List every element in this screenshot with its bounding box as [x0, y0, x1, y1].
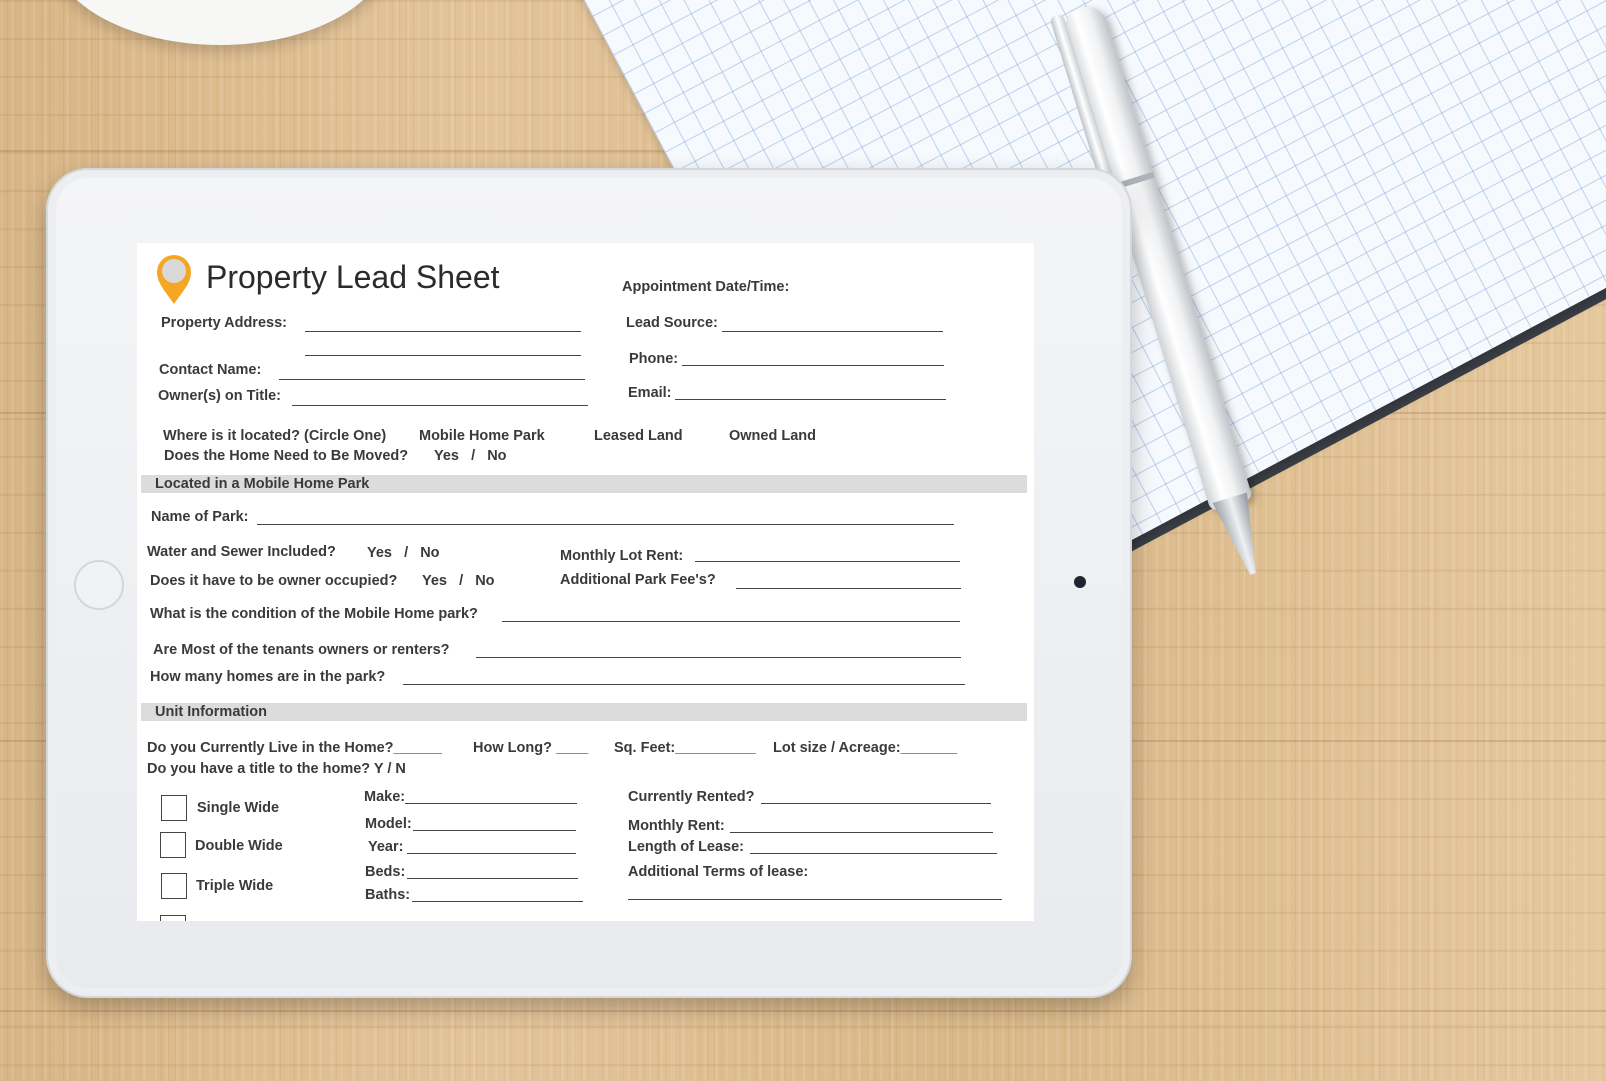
monthly-rent-field[interactable] — [730, 832, 993, 833]
option-owned-land[interactable]: Owned Land — [729, 428, 816, 444]
wood-seam — [0, 1010, 1606, 1012]
email-field[interactable] — [675, 399, 946, 400]
triple-wide-checkbox[interactable] — [161, 873, 187, 899]
owners-field[interactable] — [292, 405, 588, 406]
phone-field[interactable] — [682, 365, 944, 366]
section-park-title: Located in a Mobile Home Park — [155, 476, 370, 492]
section-unit-title: Unit Information — [155, 704, 267, 720]
title-question[interactable]: Do you have a title to the home? Y / N — [147, 761, 406, 777]
single-wide-checkbox[interactable] — [161, 795, 187, 821]
tenants-field[interactable] — [476, 657, 961, 658]
form-title: Property Lead Sheet — [206, 259, 500, 295]
moved-question: Does the Home Need to Be Moved? — [164, 448, 409, 464]
lot-size-label[interactable]: Lot size / Acreage:_______ — [773, 740, 958, 756]
property-address-label: Property Address: — [161, 315, 287, 331]
owners-label: Owner(s) on Title: — [158, 388, 281, 404]
fourth-checkbox[interactable] — [160, 915, 186, 921]
model-field[interactable] — [413, 830, 576, 831]
park-condition-label: What is the condition of the Mobile Home park? — [150, 606, 478, 622]
sq-feet-label[interactable]: Sq. Feet:__________ — [614, 740, 756, 756]
year-label: Year: — [368, 839, 404, 855]
tablet-screen — [137, 243, 1034, 921]
lease-terms-label: Additional Terms of lease: — [628, 864, 809, 880]
section-park-bar — [141, 475, 1027, 493]
baths-label: Baths: — [365, 887, 411, 903]
double-wide-label: Double Wide — [195, 838, 283, 854]
make-label: Make: — [364, 789, 406, 805]
saucer — [50, 0, 390, 45]
homes-count-field[interactable] — [403, 684, 965, 685]
park-name-field[interactable] — [257, 524, 954, 525]
year-field[interactable] — [407, 853, 576, 854]
contact-name-field[interactable] — [279, 379, 585, 380]
park-condition-field[interactable] — [502, 621, 960, 622]
homes-count-label: How many homes are in the park? — [150, 669, 386, 685]
how-long-label[interactable]: How Long? ____ — [473, 740, 589, 756]
single-wide-label: Single Wide — [197, 800, 280, 816]
lead-source-label: Lead Source: — [626, 315, 718, 331]
lot-rent-field[interactable] — [695, 561, 960, 562]
baths-field[interactable] — [412, 901, 583, 902]
beds-label: Beds: — [365, 864, 406, 880]
location-pin-icon — [155, 253, 193, 305]
live-in-label[interactable]: Do you Currently Live in the Home?______ — [147, 740, 442, 756]
park-name-label: Name of Park: — [151, 509, 249, 525]
lease-length-label: Length of Lease: — [628, 839, 745, 855]
lease-length-field[interactable] — [750, 853, 997, 854]
park-fees-field[interactable] — [736, 588, 961, 589]
park-fees-label: Additional Park Fee's? — [560, 572, 716, 588]
rented-label: Currently Rented? — [628, 789, 755, 805]
lease-terms-field[interactable] — [628, 899, 1002, 900]
location-question: Where is it located? (Circle One) — [163, 428, 387, 444]
property-address-field-2[interactable] — [305, 355, 581, 356]
option-mobile-home-park[interactable]: Mobile Home Park — [419, 428, 545, 444]
property-address-field[interactable] — [305, 331, 581, 332]
appointment-label: Appointment Date/Time: — [622, 279, 790, 295]
triple-wide-label: Triple Wide — [196, 878, 274, 894]
contact-name-label: Contact Name: — [159, 362, 262, 378]
rented-field[interactable] — [761, 803, 991, 804]
monthly-rent-label: Monthly Rent: — [628, 818, 725, 834]
home-button[interactable] — [74, 560, 124, 610]
lead-source-field[interactable] — [722, 331, 943, 332]
lot-rent-label: Monthly Lot Rent: — [560, 548, 684, 564]
option-leased-land[interactable]: Leased Land — [594, 428, 683, 444]
owner-occupied-options[interactable]: Yes / No — [422, 573, 495, 589]
double-wide-checkbox[interactable] — [160, 832, 186, 858]
email-label: Email: — [628, 385, 672, 401]
section-unit-bar — [141, 703, 1027, 721]
make-field[interactable] — [405, 803, 577, 804]
owner-occupied-label: Does it have to be owner occupied? — [150, 573, 398, 589]
water-sewer-options[interactable]: Yes / No — [367, 545, 440, 561]
model-label: Model: — [365, 816, 412, 832]
water-sewer-label: Water and Sewer Included? — [147, 544, 336, 560]
beds-field[interactable] — [407, 878, 578, 879]
moved-options[interactable]: Yes / No — [434, 448, 507, 464]
camera-icon — [1074, 576, 1086, 588]
pen-tip — [1212, 492, 1270, 579]
tenants-label: Are Most of the tenants owners or renters? — [153, 642, 450, 658]
phone-label: Phone: — [629, 351, 679, 367]
